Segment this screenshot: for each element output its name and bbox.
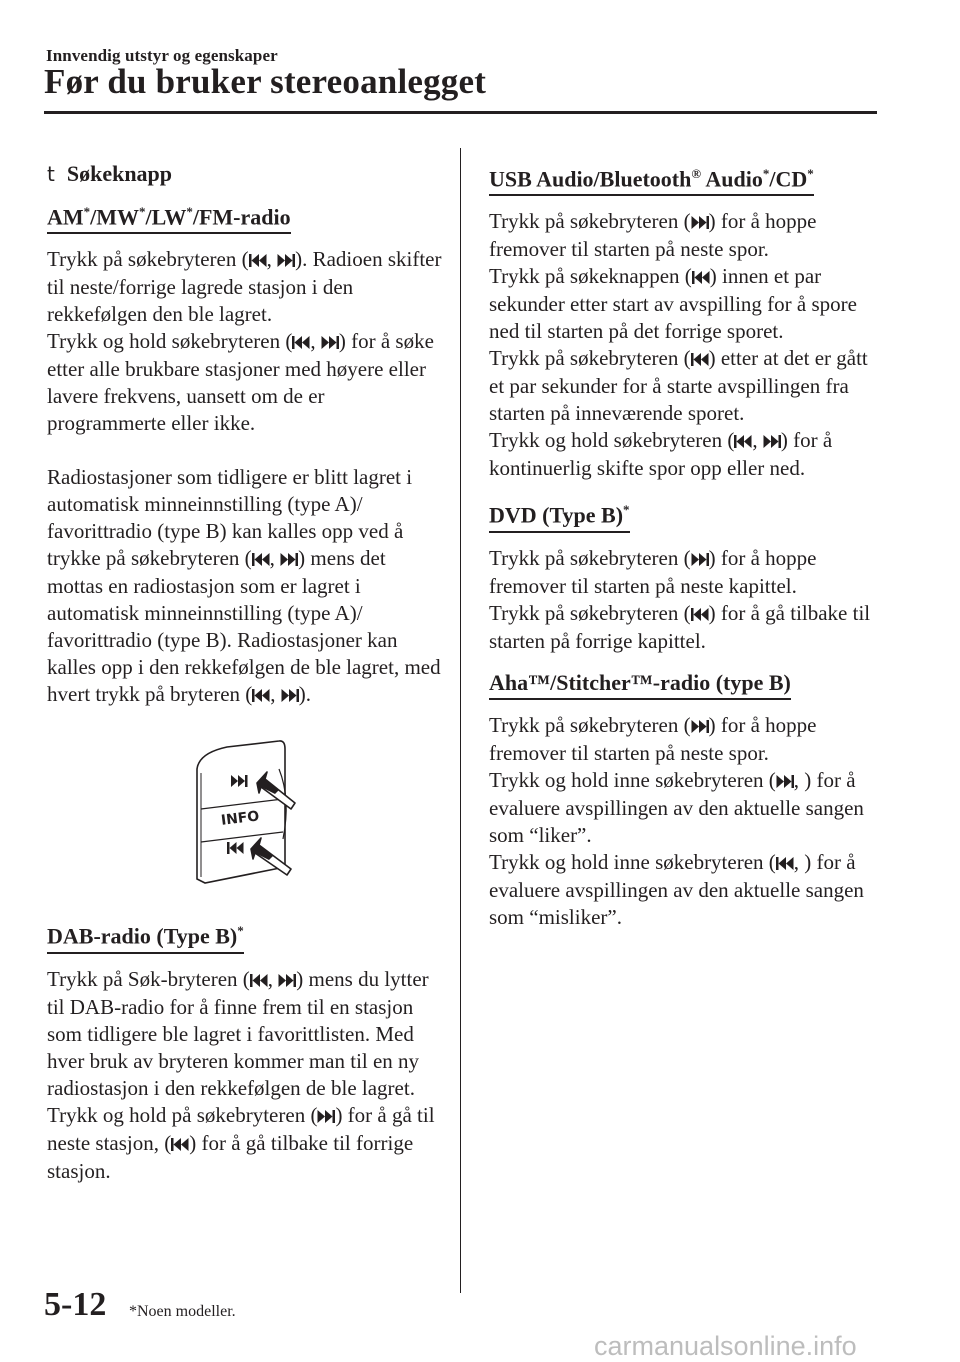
am-paragraph-3: Radiostasjoner som tidligere er blitt lagret i automatisk minneinnstilling (type A)/ favorittradio (type B) kan kalles opp ved å trykke på søkebryteren ( , ) mens det mottas en radiostasjon som er lagret i automatisk minneinnstilling (type A)/ favorittradio (type B). Radiostasjoner kan kalles opp i den rekkefølgen de ble lagret, med hvert trykk på bryteren ( , ). — [47, 464, 442, 709]
usb-paragraph-4: Trykk og hold søkebryteren ( , ) for å kontinuerlig skifte spor opp eller ned. — [489, 428, 833, 481]
am-paragraph-2: Trykk og hold søkebryteren ( , ) for å søke etter alle brukbare stasjoner med høyere eller lavere frekvens, uansett om de er programmerte eller ikke. — [47, 329, 434, 436]
seek-forward-icon — [691, 713, 709, 740]
dvd-heading: DVD (Type B)* — [489, 496, 630, 532]
seek-back-icon — [249, 247, 267, 274]
footnote: *Noen modeller. — [129, 1303, 236, 1320]
seek-forward-icon — [321, 329, 339, 356]
dab-heading: DAB-radio (Type B)* — [47, 917, 244, 953]
usb-paragraph-2: Trykk på søkeknappen ( ) innen et par sekunder etter start av avspilling for å spore ned til starten på det forrige sporet. — [489, 264, 857, 344]
dab-paragraph-2: Trykk og hold på søkebryteren ( ) for å gå til neste stasjon, ( ) for å gå tilbake til forrige stasjon. — [47, 1102, 435, 1183]
seek-back-icon — [692, 264, 710, 291]
seek-forward-icon — [278, 967, 296, 994]
page-number: 5-12 — [44, 1286, 107, 1323]
search-button-heading — [47, 160, 442, 188]
aha-paragraph-1: Trykk på søkebryteren ( ) for å hoppe fremover til starten på neste spor. — [489, 712, 817, 765]
bullet-icon: t — [47, 162, 55, 186]
seek-forward-icon — [317, 1103, 335, 1130]
svg-text:INFO: INFO — [220, 808, 261, 830]
usb-audio-heading: USB Audio/Bluetooth® Audio*/CD* — [489, 160, 814, 196]
search-button-title: Søkeknapp — [66, 161, 173, 186]
seek-back-icon — [171, 1131, 189, 1158]
seek-forward-icon — [763, 428, 781, 455]
seek-back-icon — [691, 346, 709, 373]
aha-paragraph-3: Trykk og hold inne søkebryteren ( , ) for å evaluere avspillingen av den aktuelle sangen som “misliker”. — [489, 849, 864, 929]
aha-stitcher-heading: Aha™/Stitcher™-radio (type B) — [489, 669, 791, 700]
dvd-paragraph-2: Trykk på søkebryteren ( ) for å gå tilbake til starten på forrige kapittel. — [489, 600, 871, 653]
seek-forward-icon — [281, 682, 299, 709]
section-label: Innvendig utstyr og egenskaper — [46, 46, 278, 65]
aha-paragraph-2: Trykk og hold inne søkebryteren ( , ) for å evaluere avspillingen av den aktuelle sangen som “liker”. — [489, 767, 864, 847]
watermark-text: carmanualsonline.info — [594, 1331, 857, 1361]
seek-back-icon — [292, 329, 310, 356]
left-column — [47, 160, 442, 1185]
steering-switch-illustration — [187, 739, 317, 889]
seek-forward-icon — [776, 768, 794, 795]
seek-back-icon — [734, 428, 752, 455]
seek-forward-icon — [277, 247, 295, 274]
seek-forward-icon — [691, 546, 709, 573]
title-rule — [44, 111, 877, 114]
seek-back-icon — [252, 546, 270, 573]
right-column — [489, 160, 884, 931]
seek-forward-icon — [691, 209, 709, 236]
seek-forward-icon — [280, 546, 298, 573]
usb-paragraph-3: Trykk på søkebryteren ( ) etter at det er gått et par sekunder for å starte avspillingen fra starten på inneværende sporet. — [489, 346, 868, 426]
dvd-paragraph-1: Trykk på søkebryteren ( ) for å hoppe fremover til starten på neste kapittel. — [489, 545, 817, 598]
am-paragraph-1: Trykk på søkebryteren ( , ). Radioen skifter til neste/forrige lagrede stasjon i den rekkefølgen den ble lagret. — [47, 247, 442, 327]
seek-back-icon — [250, 967, 268, 994]
seek-back-icon — [776, 850, 794, 877]
page-title: Før du bruker stereoanlegget — [44, 62, 487, 101]
column-divider — [460, 148, 461, 1293]
am-fm-heading: AM*/MW*/LW*/FM-radio — [47, 198, 291, 234]
seek-back-icon — [691, 601, 709, 628]
dab-paragraph-1: Trykk på Søk-bryteren ( , ) mens du lytter til DAB-radio for å finne frem til en stasjon som tidligere ble lagret i favorittlisten. Med hver bruk av bryteren kommer man til en ny radiostasjon i den rekkefølgen de ble lagret. — [47, 966, 429, 1100]
usb-paragraph-1: Trykk på søkebryteren ( ) for å hoppe fremover til starten på neste spor. — [489, 209, 817, 262]
seek-back-icon — [252, 682, 270, 709]
